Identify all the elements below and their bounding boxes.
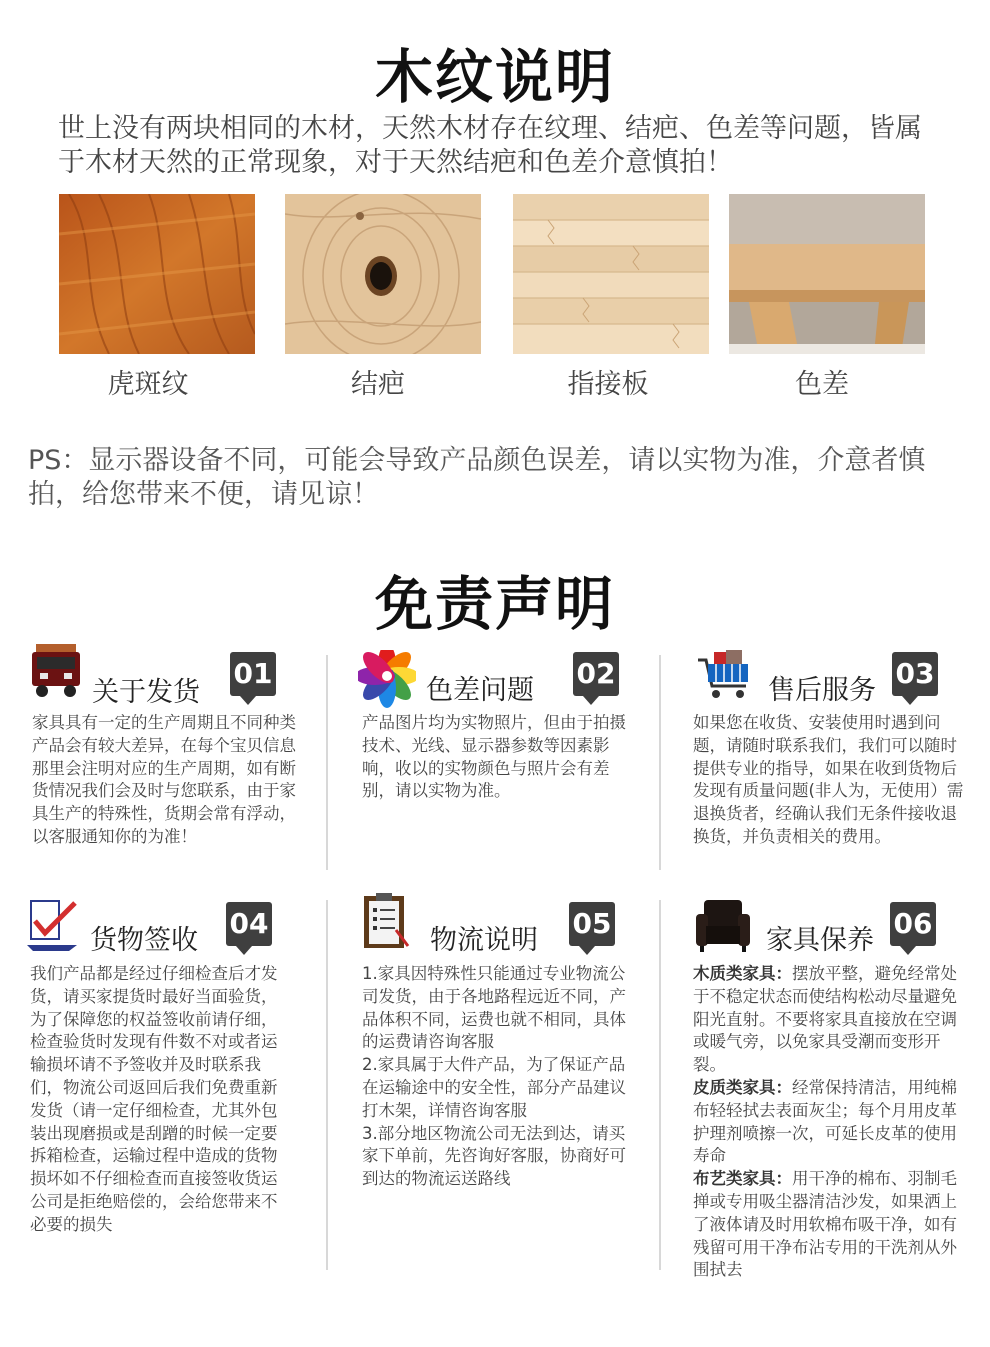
wood-knot-photo: [285, 194, 481, 354]
wood-grain-title: 木纹说明: [374, 43, 615, 111]
color-wheel-icon: [358, 650, 416, 708]
care-leather: [693, 1077, 961, 1168]
section-04-title: 货物签收: [90, 925, 198, 956]
color-difference-photo: [729, 194, 925, 354]
shopping-cart-icon: [696, 646, 754, 704]
armchair-icon: [694, 896, 752, 954]
ps-notice: PS：显示器设备不同，可能会导致产品颜色误差，请以实物为准，介意者慎拍，给您带来不便，请见谅！: [28, 445, 926, 510]
column-divider: [659, 655, 661, 870]
sign-check-icon: [25, 895, 83, 953]
wood-knot-label: 结疤: [351, 369, 405, 400]
care-wood-text: 摆放平整，避免经常处于不稳定状态而使结构松动尽量避免阳光直射。不要将家具直接放在空调或暖气旁，以免家具受潮而变形开裂。: [693, 964, 957, 1075]
care-leather-label: 皮质类家具：: [693, 1077, 792, 1097]
section-04-body: [30, 963, 280, 1237]
care-fabric-label: 布艺类家具：: [693, 1169, 792, 1189]
section-03-body: [693, 712, 965, 849]
section-06-title: 家具保养: [766, 925, 874, 956]
column-divider: [326, 655, 328, 870]
section-01-title: 关于发货: [92, 677, 200, 708]
section-01-paragraph: 家具具有一定的生产周期且不同种类产品会有较大差异，在每个宝贝信息那里会注明对应的生产周期，如有断货情况我们会及时与您联系，由于家具生产的特殊性，货期会常有浮动，以客服通知你的为准！: [32, 713, 296, 846]
care-fabric: [693, 1168, 961, 1282]
care-fabric-text: 用干净的棉布、羽制毛掸或专用吸尘器清洁沙发，如果洒上了液体请及时用软棉布吸干净，如有残留可用干净布沾专用的干洗剂从外围拭去: [693, 1169, 957, 1280]
disclaimer-title: 免责声明: [374, 570, 615, 638]
column-divider: [659, 900, 661, 1270]
section-02-paragraph: 产品图片均为实物照片，但由于拍摄技术、光线、显示器参数等因素影响，收以的实物颜色与照片会有差别，请以实物为准。: [362, 713, 626, 801]
wood-intro-text: 世上没有两块相同的木材，天然木材存在纹理、结疤、色差等问题，皆属于木材天然的正常现象，对于天然结疤和色差介意慎拍！: [58, 113, 922, 178]
section-03-badge: 03: [892, 652, 938, 696]
section-06-body: [693, 963, 961, 1282]
finger-joint-board-photo: [513, 194, 709, 354]
section-06-badge: 06: [890, 902, 936, 946]
color-difference-label: 色差: [795, 369, 849, 400]
section-05-body: [362, 963, 628, 1191]
section-05-title: 物流说明: [430, 925, 538, 956]
section-05-paragraph-3: 3.部分地区物流公司无法到达，请买家下单前，先咨询好客服，协商好可到达的物流运送路线: [362, 1123, 626, 1189]
clipboard-icon: [356, 892, 414, 950]
truck-icon: [28, 642, 86, 700]
section-04-paragraph: 我们产品都是经过仔细检查后才发货，请买家提货时最好当面验货，为了保障您的权益签收前请仔细，检查验货时发现有件数不对或者运输损坏请不予签收并及时联系我们，物流公司返回后我们免费重新发货（请一定仔细检查，尤其外包装出现磨损或是刮蹭的时候一定要拆箱检查，运输过程中造成的货物损坏如不仔细检查而直接签收货运公司是拒绝赔偿的，会给您带来不必要的损失: [30, 964, 278, 1234]
section-01-badge: 01: [230, 652, 276, 696]
care-leather-text: 经常保持清洁，用纯棉布轻轻拭去表面灰尘；每个月用皮革护理剂喷擦一次，可延长皮革的使用寿命: [693, 1077, 957, 1166]
section-05-paragraph-2: 2.家具属于大件产品，为了保证产品在运输途中的安全性，部分产品建议打木架，详情咨询客服: [362, 1055, 626, 1120]
section-02-title: 色差问题: [426, 675, 534, 706]
section-03-title: 售后服务: [768, 675, 876, 706]
section-02-badge: 02: [573, 652, 619, 696]
tiger-grain-photo: [59, 194, 255, 354]
section-02-body: [362, 712, 632, 803]
section-04-badge: 04: [226, 902, 272, 946]
tiger-grain-label: 虎斑纹: [107, 369, 189, 400]
finger-joint-label: 指接板: [567, 369, 649, 400]
section-05-badge: 05: [569, 902, 615, 946]
section-05-paragraph-1: 1.家具因特殊性只能通过专业物流公司发货，由于各地路程远近不同，产品体积不同，运费也就不相同，具体的运费请咨询客服: [362, 964, 626, 1052]
column-divider: [326, 900, 328, 1270]
care-wood-label: 木质类家具：: [693, 964, 792, 983]
section-01-body: [32, 712, 300, 849]
section-03-paragraph: 如果您在收货、安装使用时遇到问题，请随时联系我们，我们可以随时提供专业的指导，如果在收到货物后发现有质量问题(非人为，无使用）需退换货者，经确认我们无条件接收退换货，并负责相关的费用。: [693, 713, 964, 846]
care-wood: [693, 963, 961, 1077]
